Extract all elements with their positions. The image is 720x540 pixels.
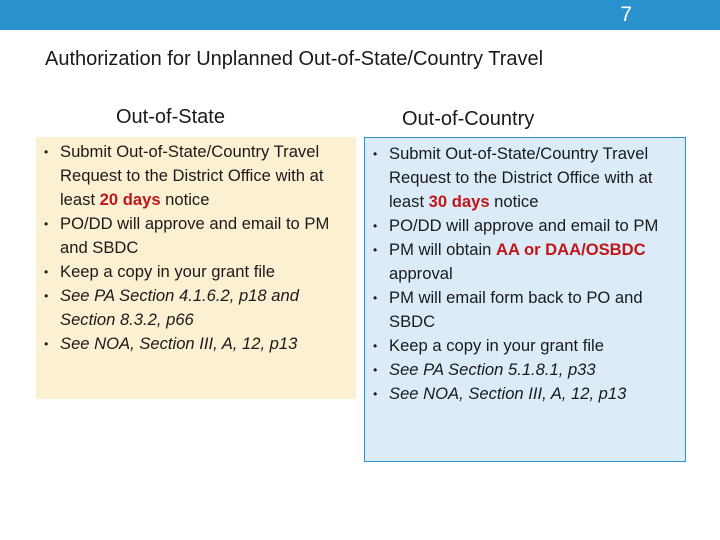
out-of-state-list: [36, 140, 354, 356]
bullet-icon: •: [373, 219, 378, 233]
out-of-state-heading: Out-of-State: [116, 106, 225, 128]
list-item: [36, 212, 354, 260]
list-item: [365, 334, 683, 358]
out-of-state-box: [36, 137, 356, 399]
item-text: Keep a copy in your grant file: [389, 336, 604, 355]
item-text: See NOA, Section III, A, 12, p13: [60, 334, 298, 353]
item-text-end: notice: [160, 190, 210, 209]
list-item: [365, 286, 683, 334]
list-item: [365, 142, 683, 214]
list-item: [36, 140, 354, 212]
out-of-country-heading: Out-of-Country: [402, 108, 535, 130]
item-text-end: approval: [389, 264, 453, 283]
bullet-icon: •: [373, 387, 378, 401]
bullet-icon: •: [44, 289, 49, 303]
item-text-end: notice: [489, 192, 539, 211]
item-text: See PA Section 4.1.6.2, p18 and Section 8.3.2, p66: [60, 286, 299, 329]
deadline-highlight: 30 days: [428, 192, 490, 211]
bullet-icon: •: [373, 147, 378, 161]
slide-number: 7: [620, 3, 632, 26]
item-text: Keep a copy in your grant file: [60, 262, 275, 281]
item-text: Submit Out-of-State/Country Travel Request to the District Office with at least: [389, 144, 653, 211]
list-item: [365, 358, 683, 382]
item-text: PO/DD will approve and email to PM and SBDC: [60, 214, 330, 257]
deadline-highlight: 20 days: [99, 190, 161, 209]
list-item: [365, 238, 683, 286]
bullet-icon: •: [373, 243, 378, 257]
approval-highlight: AA or DAA/OSBDC: [495, 240, 646, 259]
bullet-icon: •: [44, 217, 49, 231]
list-item: [365, 382, 683, 406]
out-of-country-list: [365, 142, 683, 406]
list-item: [36, 284, 354, 332]
list-item: [36, 332, 354, 356]
bullet-icon: •: [373, 291, 378, 305]
bullet-icon: •: [373, 363, 378, 377]
list-item: [36, 260, 354, 284]
bullet-icon: •: [373, 339, 378, 353]
item-text: Submit Out-of-State/Country Travel Request to the District Office with at least: [60, 142, 324, 209]
item-text: PO/DD will approve and email to PM: [389, 216, 659, 235]
item-text: PM will email form back to PO and SBDC: [389, 288, 643, 331]
item-text: See PA Section 5.1.8.1, p33: [389, 360, 596, 379]
out-of-country-box: [364, 137, 686, 462]
item-text: PM will obtain: [389, 240, 496, 259]
top-bar: [0, 0, 720, 30]
bullet-icon: •: [44, 265, 49, 279]
bullet-icon: •: [44, 337, 49, 351]
list-item: [365, 214, 683, 238]
slide-title: Authorization for Unplanned Out-of-State/Country Travel: [45, 48, 544, 70]
item-text: See NOA, Section III, A, 12, p13: [389, 384, 627, 403]
bullet-icon: •: [44, 145, 49, 159]
